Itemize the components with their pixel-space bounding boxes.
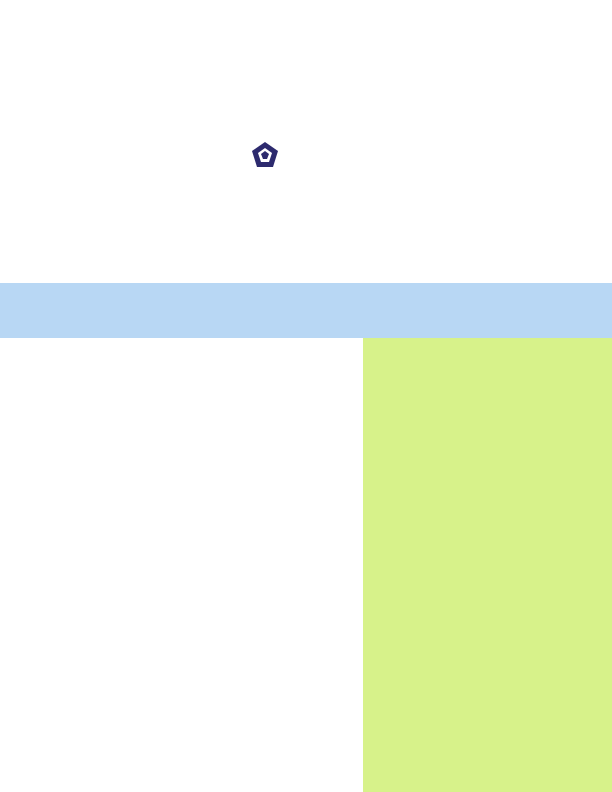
pentagon-logo-icon (250, 140, 280, 170)
qr-code[interactable] (66, 660, 112, 706)
schedule-panel (363, 338, 612, 792)
event-info-band (0, 283, 612, 338)
powers-health-logo (250, 140, 370, 184)
